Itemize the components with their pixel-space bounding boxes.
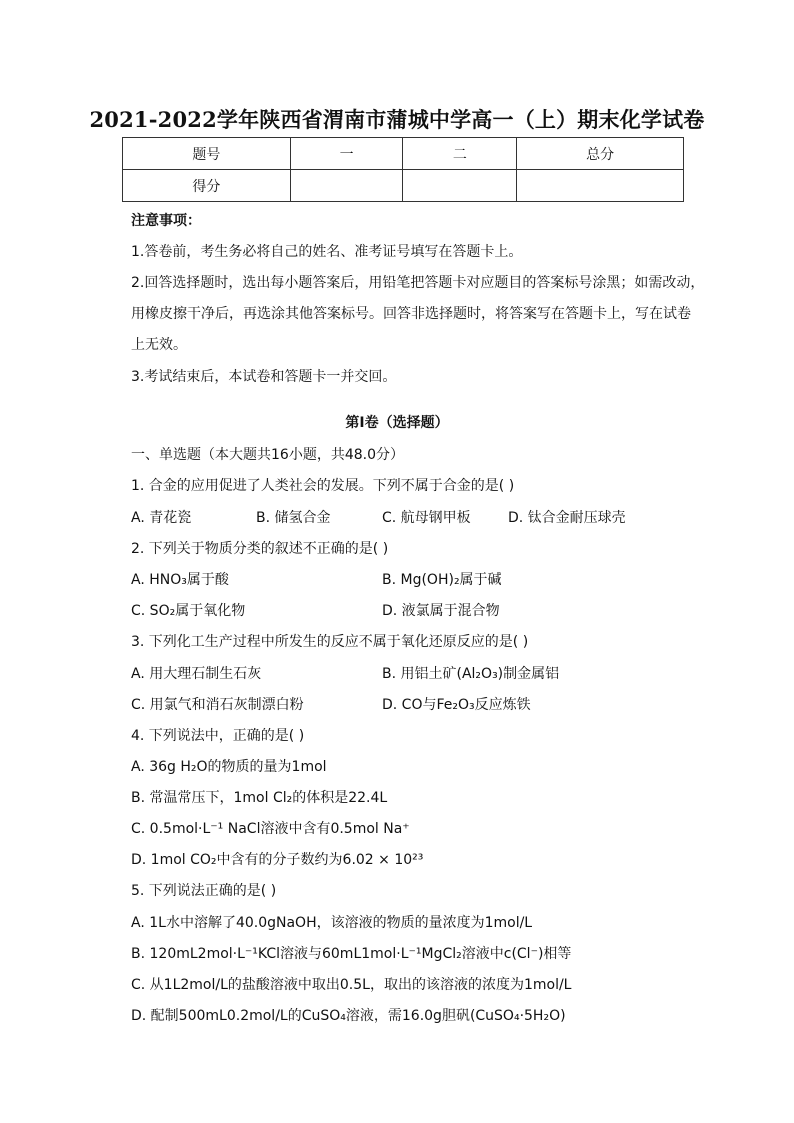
question-stem: 4. 下列说法中，正确的是( ) — [131, 728, 305, 744]
option-c: C. 用氯气和消石灰制漂白粉 — [131, 697, 304, 713]
score-cell — [517, 170, 684, 202]
option-d: D. 钛合金耐压球壳 — [508, 510, 626, 526]
score-header-cell: 题号 — [123, 138, 291, 170]
notice-item: 2.回答选择题时，选出每小题答案后，用铅笔把答题卡对应题目的答案标号涂黑；如需改动， — [131, 275, 705, 291]
option-d: D. 1mol CO₂中含有的分子数约为6.02 × 10²³ — [131, 852, 424, 868]
notice-item: 3.考试结束后，本试卷和答题卡一并交回。 — [131, 369, 397, 385]
score-header-cell: 总分 — [517, 138, 684, 170]
option-c: C. 0.5mol·L⁻¹ NaCl溶液中含有0.5mol Na⁺ — [131, 821, 410, 837]
option-b: B. Mg(OH)₂属于碱 — [382, 572, 502, 588]
option-b: B. 120mL2mol·L⁻¹KCl溶液与60mL1mol·L⁻¹MgCl₂溶液中c(Cl⁻)相等 — [131, 946, 572, 962]
option-d: D. 配制500mL0.2mol/L的CuSO₄溶液，需16.0g胆矾(CuSO₄·5H₂O) — [131, 1008, 566, 1024]
score-table — [122, 137, 684, 202]
section-title: 第Ⅰ卷（选择题） — [345, 415, 449, 431]
notice-item: 用橡皮擦干净后，再选涂其他答案标号。回答非选择题时，将答案写在答题卡上，写在试卷 — [131, 306, 691, 322]
option-c: C. SO₂属于氧化物 — [131, 603, 246, 619]
option-d: D. CO与Fe₂O₃反应炼铁 — [382, 697, 531, 713]
score-header-cell: 二 — [403, 138, 517, 170]
question-stem: 3. 下列化工生产过程中所发生的反应不属于氧化还原反应的是( ) — [131, 634, 529, 650]
part-heading: 一、单选题（本大题共16小题，共48.0分） — [131, 447, 404, 463]
notice-item: 1.答卷前，考生务必将自己的姓名、准考证号填写在答题卡上。 — [131, 244, 523, 260]
score-table-score-row — [123, 170, 684, 202]
option-b: B. 用铝土矿(Al₂O₃)制金属铝 — [382, 666, 560, 682]
option-a: A. 用大理石制生石灰 — [131, 666, 262, 682]
option-b: B. 储氢合金 — [256, 510, 331, 526]
option-a: A. 36g H₂O的物质的量为1mol — [131, 759, 327, 775]
question-stem: 1. 合金的应用促进了人类社会的发展。下列不属于合金的是( ) — [131, 478, 515, 494]
option-a: A. 1L水中溶解了40.0gNaOH，该溶液的物质的量浓度为1mol/L — [131, 915, 533, 931]
question-stem: 2. 下列关于物质分类的叙述不正确的是( ) — [131, 541, 389, 557]
score-header-cell: 一 — [290, 138, 403, 170]
option-d: D. 液氯属于混合物 — [382, 603, 500, 619]
option-c: C. 从1L2mol/L的盐酸溶液中取出0.5L，取出的该溶液的浓度为1mol/L — [131, 977, 572, 993]
option-a: A. HNO₃属于酸 — [131, 572, 229, 588]
score-cell — [290, 170, 403, 202]
option-c: C. 航母钢甲板 — [382, 510, 471, 526]
option-b: B. 常温常压下，1mol Cl₂的体积是22.4L — [131, 790, 388, 806]
page-title: 2021-2022学年陕西省渭南市蒲城中学高一（上）期末化学试卷 — [89, 107, 705, 132]
score-row-label: 得分 — [123, 170, 291, 202]
question-stem: 5. 下列说法正确的是( ) — [131, 883, 277, 899]
score-table-header-row — [123, 138, 684, 170]
option-a: A. 青花瓷 — [131, 510, 192, 526]
notice-heading: 注意事项： — [131, 213, 201, 229]
score-cell — [403, 170, 517, 202]
notice-item: 上无效。 — [131, 337, 187, 353]
